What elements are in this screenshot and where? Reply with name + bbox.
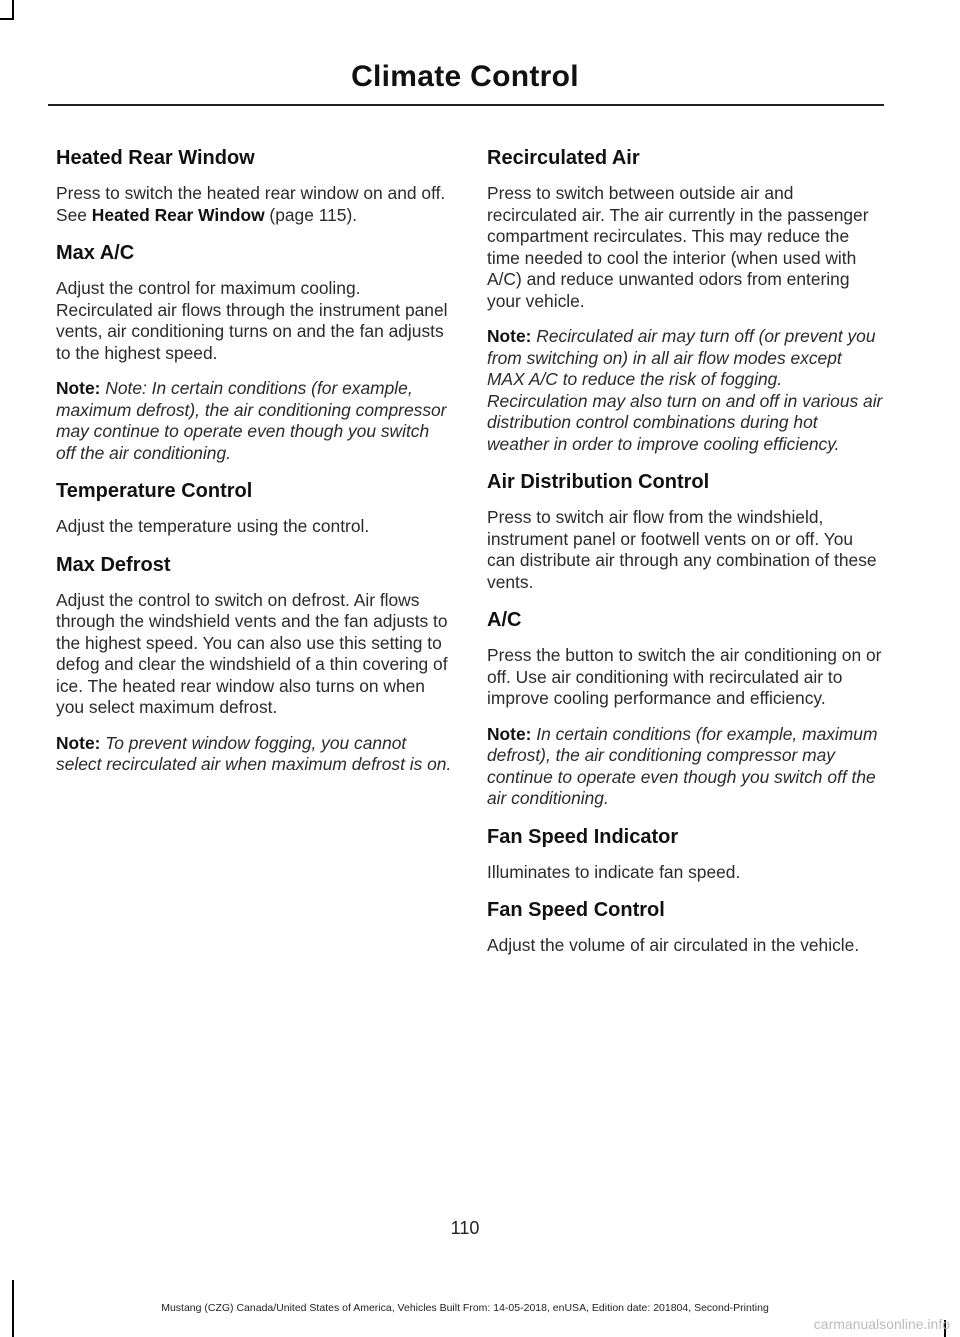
left-column (56, 145, 452, 790)
section-heading: Temperature Control (56, 480, 253, 502)
section-text: Adjust the volume of air circulated in the vehicle. (487, 935, 860, 955)
section-fan-speed-control (487, 897, 883, 957)
note (487, 326, 883, 455)
section-heading: Max Defrost (56, 553, 171, 576)
section-heading: Heated Rear Window (56, 147, 255, 169)
section-text: Press the button to switch the air conditioning on or off. Use air conditioning with recirculated air to improve cooling performance and efficiency. (487, 645, 882, 708)
right-column (487, 145, 883, 971)
section-text: Press to switch air flow from the windshield, instrument panel or footwell vents on or off. You can distribute air through any combination of these vents. (487, 507, 877, 592)
section-max-defrost (56, 552, 452, 776)
section-temperature-control (56, 478, 452, 538)
section-fan-speed-indicator (487, 824, 883, 884)
footer-edition-info: Mustang (CZG) Canada/United States of America, Vehicles Built From: 14-05-2018, enUSA, Edition date: 201804, Second-Printing (161, 1302, 769, 1314)
section-heading: A/C (487, 609, 522, 631)
section-air-distribution-control (487, 469, 883, 593)
text-before-reference: Press to switch the heated rear window on and off. See (56, 183, 446, 225)
note (56, 733, 452, 776)
section-recirculated-air (487, 145, 883, 455)
section-text (56, 183, 452, 226)
note-text: In certain conditions (for example, maximum defrost), the air conditioning compressor may continue to operate even though you switch off the air conditioning. (487, 723, 878, 808)
note (56, 378, 452, 464)
section-text: Press to switch between outside air and recirculated air. The air currently in the passenger compartment recirculates. This may reduce the time needed to cool the interior (when used with A/C) and reduce unwanted odors from entering your vehicle. (487, 183, 869, 311)
crop-mark-top-left-vertical (12, 0, 14, 20)
section-heading: Fan Speed Indicator (487, 825, 679, 848)
section-heading: Max A/C (56, 242, 135, 264)
note-label: Note: (487, 723, 532, 744)
section-max-ac (56, 240, 452, 464)
page-title: Climate Control (351, 60, 579, 93)
note (487, 724, 883, 810)
crop-mark-top-left-horizontal (0, 18, 14, 20)
note-text: Note: In certain conditions (for example, maximum defrost), the air conditioning compressor may continue to operate even though you switch off the air conditioning. (56, 378, 447, 463)
section-text: Adjust the control for maximum cooling. Recirculated air flows through the instrument panel vents, air conditioning turns on and the fan adjusts to the highest speed. (56, 278, 448, 363)
section-ac (487, 607, 883, 810)
watermark: carmanualsonline.info (813, 1316, 950, 1332)
text-after-reference: (page 115). (264, 204, 358, 225)
page-number: 110 (450, 1218, 480, 1238)
note-label: Note: (487, 326, 532, 346)
cross-reference-link[interactable]: Heated Rear Window (91, 204, 265, 225)
header-divider (48, 104, 884, 106)
section-heading: Air Distribution Control (487, 471, 710, 493)
section-text: Adjust the temperature using the control. (56, 516, 370, 536)
note-label: Note: (56, 378, 101, 398)
note-text: Recirculated air may turn off (or prevent you from switching on) in all air flow modes except MAX A/C to reduce the risk of fogging. Recirculation may also turn on and off in various air distribution control combinations during hot weather in order to improve cooling efficiency. (487, 326, 883, 454)
note-label: Note: (56, 732, 101, 753)
section-heading: Fan Speed Control (487, 899, 665, 921)
section-heated-rear-window (56, 145, 452, 226)
section-heading: Recirculated Air (487, 147, 640, 169)
section-text: Adjust the control to switch on defrost. Air flows through the windshield vents and the fan adjusts to the highest speed. You can also use this setting to defog and clear the windshield of a thin covering of ice. The heated rear window also turns on when you select maximum defrost. (56, 589, 448, 717)
section-text: Illuminates to indicate fan speed. (487, 861, 741, 882)
note-text: To prevent window fogging, you cannot select recirculated air when maximum defrost is on. (56, 732, 452, 774)
